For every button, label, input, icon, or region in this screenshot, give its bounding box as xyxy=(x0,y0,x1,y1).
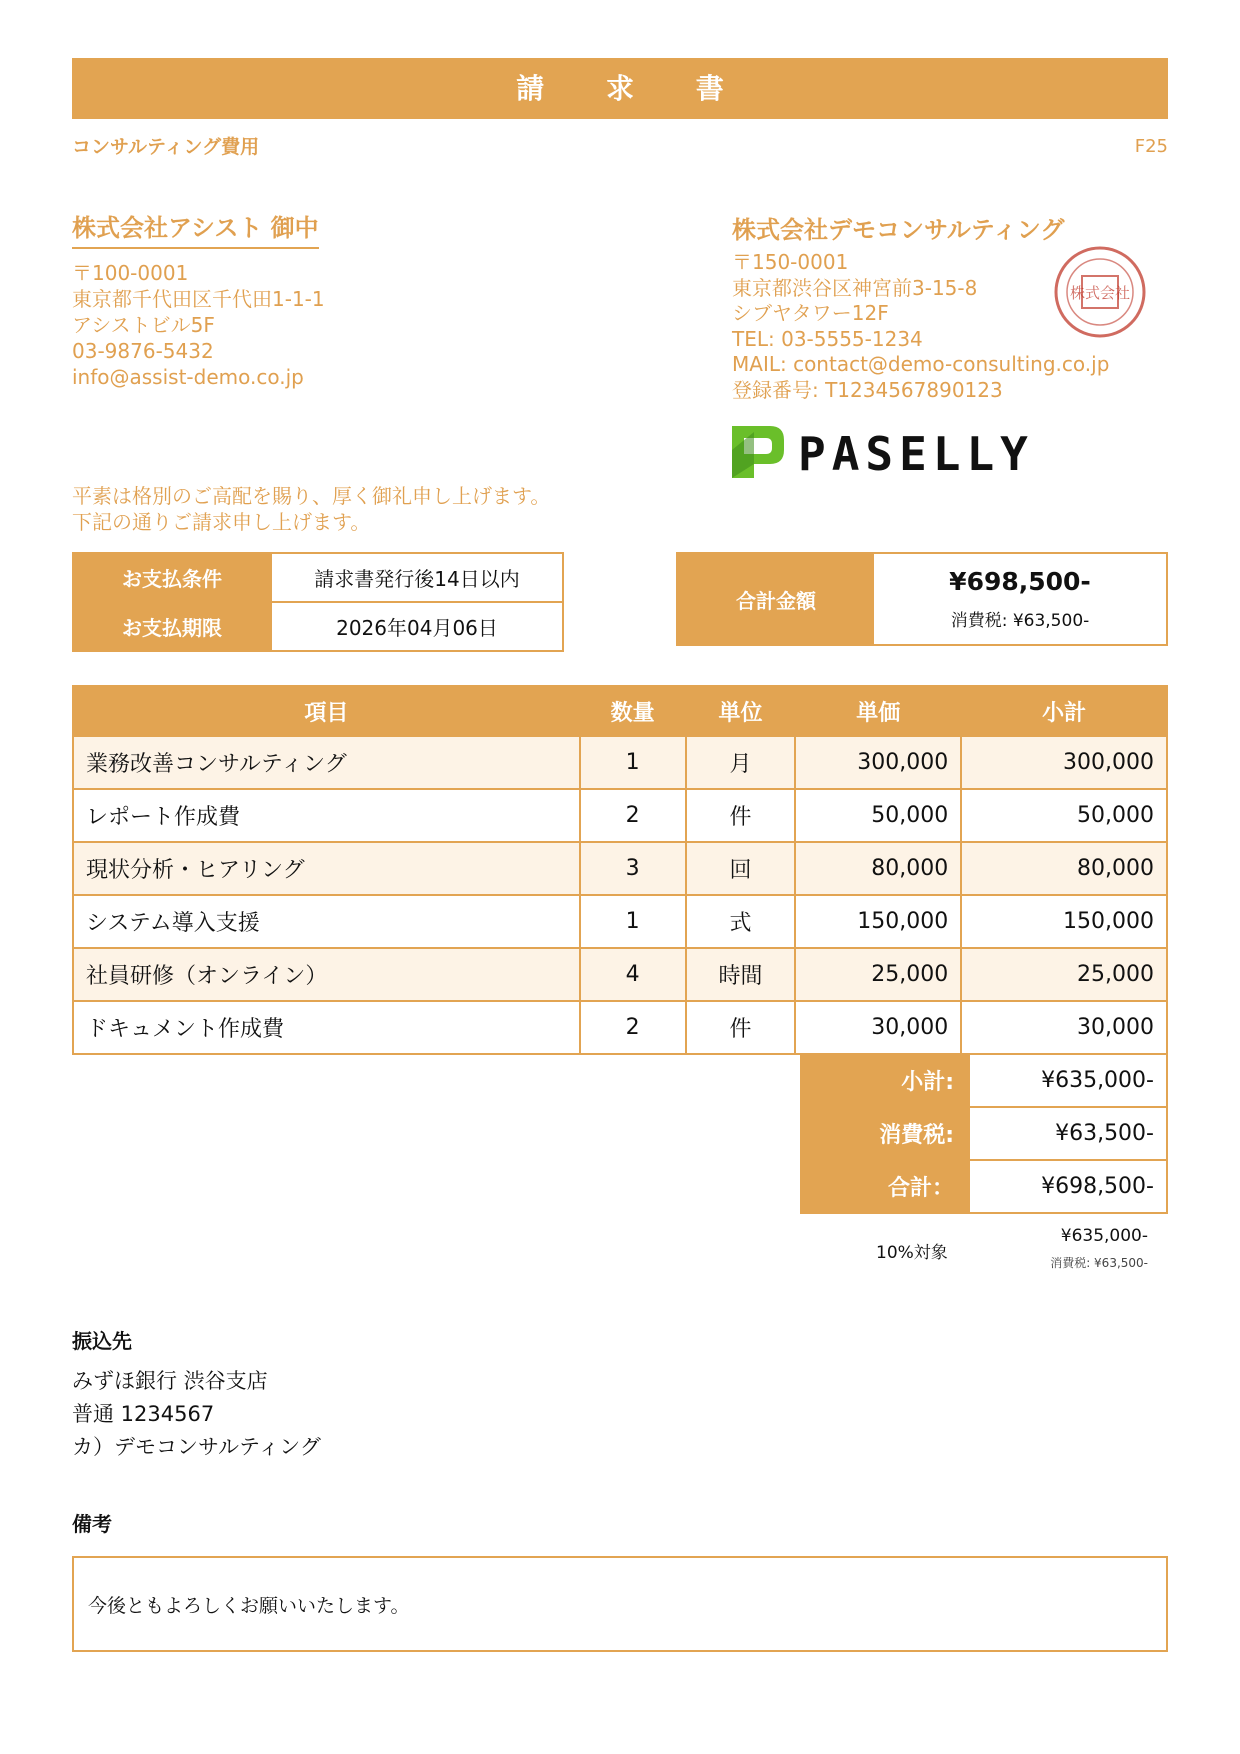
item-name: 業務改善コンサルティング xyxy=(73,736,580,789)
notes-box xyxy=(72,1556,1168,1652)
item-subtotal: 300,000 xyxy=(961,736,1167,789)
item-subtotal: 80,000 xyxy=(961,842,1167,895)
issuer-registration: 登録番号: T1234567890123 xyxy=(732,377,1003,402)
document-title: 請 求 書 xyxy=(72,58,1168,119)
issuer-name: 株式会社デモコンサルティング xyxy=(732,216,1065,244)
item-unit: 回 xyxy=(686,842,796,895)
client-email: info@assist-demo.co.jp xyxy=(72,365,304,389)
tax-breakdown-tax: 消費税: ¥63,500- xyxy=(1050,1256,1148,1270)
item-qty: 3 xyxy=(580,842,686,895)
col-header-unit-price: 単価 xyxy=(795,686,961,736)
subtotal-value: ¥635,000- xyxy=(969,1054,1167,1107)
client-address xyxy=(72,260,325,390)
item-unit-price: 300,000 xyxy=(795,736,961,789)
item-name: 社員研修（オンライン） xyxy=(73,948,580,1001)
col-header-qty: 数量 xyxy=(580,686,686,736)
item-unit-price: 25,000 xyxy=(795,948,961,1001)
table-row xyxy=(73,1001,1167,1054)
item-name: システム導入支援 xyxy=(73,895,580,948)
item-qty: 1 xyxy=(580,895,686,948)
item-unit: 件 xyxy=(686,1001,796,1054)
total-amount-box xyxy=(676,552,1168,646)
item-subtotal: 50,000 xyxy=(961,789,1167,842)
item-unit: 月 xyxy=(686,736,796,789)
table-row xyxy=(73,895,1167,948)
greeting-line-1: 平素は格別のご高配を賜り、厚く御礼申し上げます。 xyxy=(72,484,551,508)
item-qty: 4 xyxy=(580,948,686,1001)
item-unit: 時間 xyxy=(686,948,796,1001)
greeting-line-2: 下記の通りご請求申し上げます。 xyxy=(72,510,371,534)
line-items-table xyxy=(72,685,1168,1055)
issuer-email: MAIL: contact@demo-consulting.co.jp xyxy=(732,352,1110,376)
item-name: レポート作成費 xyxy=(73,789,580,842)
notes-heading: 備考 xyxy=(72,1512,112,1536)
subtotal-row xyxy=(801,1054,1167,1107)
issuer-street: 東京都渋谷区神宮前3-15-8 xyxy=(732,275,978,300)
taxable-base-amount: ¥635,000- xyxy=(1060,1226,1148,1246)
client-name: 株式会社アシスト 御中 xyxy=(72,208,319,249)
svg-text:株式会社: 株式会社 xyxy=(1069,284,1131,302)
summary-table xyxy=(800,1053,1168,1214)
document-number: F25 xyxy=(1134,136,1168,157)
grand-total-row xyxy=(801,1160,1167,1213)
svg-text:PASELLY: PASELLY xyxy=(798,427,1034,480)
bank-branch: みずほ銀行 渋谷支店 xyxy=(72,1369,268,1393)
table-row xyxy=(73,736,1167,789)
item-unit-price: 30,000 xyxy=(795,1001,961,1054)
company-seal-stamp xyxy=(1052,244,1148,340)
table-row xyxy=(73,842,1167,895)
item-name: ドキュメント作成費 xyxy=(73,1001,580,1054)
payment-condition-value: 請求書発行後14日以内 xyxy=(271,553,563,602)
col-header-subtotal: 小計 xyxy=(961,686,1167,736)
col-header-unit: 単位 xyxy=(686,686,796,736)
item-subtotal: 30,000 xyxy=(961,1001,1167,1054)
bank-heading: 振込先 xyxy=(72,1329,132,1353)
table-row xyxy=(73,948,1167,1001)
item-unit-price: 50,000 xyxy=(795,789,961,842)
grand-total-label: 合計： xyxy=(801,1160,969,1213)
total-tax: 消費税: ¥63,500- xyxy=(950,611,1090,631)
invoice-subject: コンサルティング費用 xyxy=(72,136,260,158)
bank-account-holder: カ）デモコンサルティング xyxy=(72,1435,321,1459)
item-unit: 式 xyxy=(686,895,796,948)
total-amount-value-cell xyxy=(874,554,1166,644)
bank-details xyxy=(72,1365,321,1464)
client-postal: 〒100-0001 xyxy=(72,261,189,285)
item-qty: 1 xyxy=(580,736,686,789)
issuer-postal: 〒150-0001 xyxy=(732,250,849,274)
client-street: 東京都千代田区千代田1-1-1 xyxy=(72,287,325,311)
issuer-building: シブヤタワー12F xyxy=(732,301,889,325)
notes-text: 今後ともよろしくお願いいたします。 xyxy=(88,1594,410,1617)
payment-due-label: お支払期限 xyxy=(73,602,271,651)
item-unit: 件 xyxy=(686,789,796,842)
item-subtotal: 25,000 xyxy=(961,948,1167,1001)
tax-rate-label: 10%対象 xyxy=(876,1243,948,1263)
bank-account: 普通 1234567 xyxy=(72,1402,215,1426)
total-amount-label: 合計金額 xyxy=(678,554,874,644)
grand-total-value: ¥698,500- xyxy=(969,1160,1167,1213)
payment-condition-label: お支払条件 xyxy=(73,553,271,602)
item-qty: 2 xyxy=(580,1001,686,1054)
payment-terms-table xyxy=(72,552,564,652)
client-building: アシストビル5F xyxy=(72,313,215,337)
item-unit-price: 150,000 xyxy=(795,895,961,948)
item-qty: 2 xyxy=(580,789,686,842)
tax-row xyxy=(801,1107,1167,1160)
total-amount: ¥698,500- xyxy=(949,567,1091,596)
subtotal-label: 小計: xyxy=(801,1054,969,1107)
payment-due-value: 2026年04月06日 xyxy=(271,602,563,651)
client-phone: 03-9876-5432 xyxy=(72,339,214,363)
issuer-phone: TEL: 03-5555-1234 xyxy=(732,326,923,351)
col-header-item: 項目 xyxy=(73,686,580,736)
tax-label: 消費税: xyxy=(801,1107,969,1160)
item-unit-price: 80,000 xyxy=(795,842,961,895)
paselly-logo xyxy=(730,420,1050,480)
table-header-row xyxy=(73,686,1167,736)
greeting-message xyxy=(72,483,550,535)
tax-value: ¥63,500- xyxy=(969,1107,1167,1160)
item-subtotal: 150,000 xyxy=(961,895,1167,948)
item-name: 現状分析・ヒアリング xyxy=(73,842,580,895)
table-row xyxy=(73,789,1167,842)
